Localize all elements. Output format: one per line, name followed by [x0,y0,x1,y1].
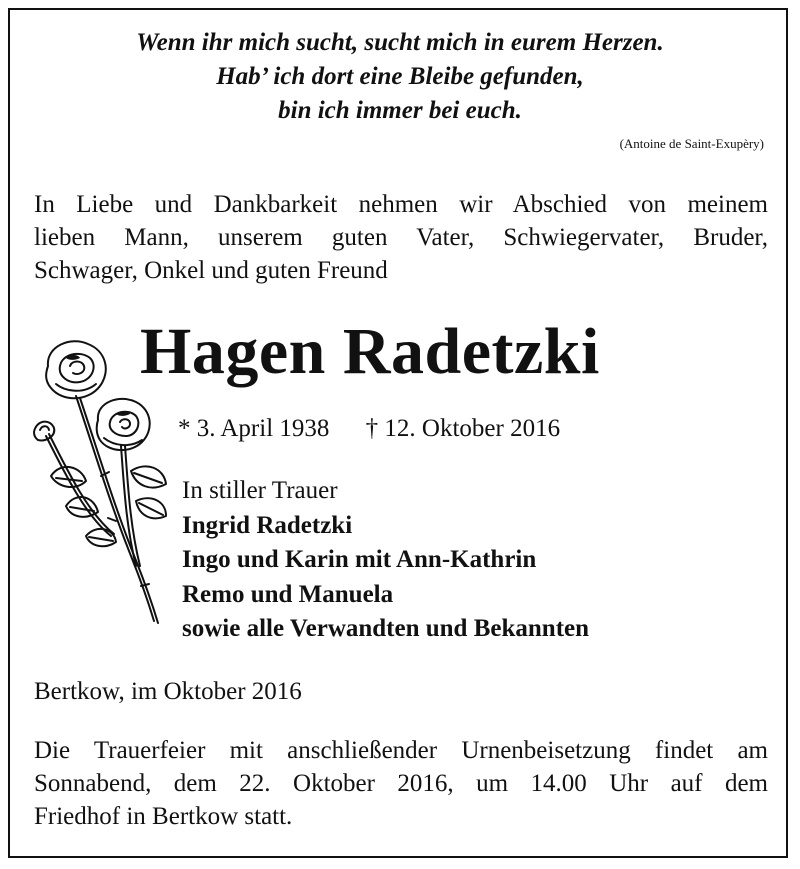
intro-line-3: Schwager, Onkel und guten Freund [34,257,388,284]
mourner-name: sowie alle Verwandten und Bekannten [182,615,590,642]
mourners-block [182,474,589,647]
intro-line-2: lieben Mann, unserem guten Vater, Schwiegervater, Bruder, [34,224,768,251]
death-date: † 12. Oktober 2016 [365,415,561,442]
quote-line-2: Hab’ ich dort eine Bleibe gefunden, [216,63,584,90]
birth-date: * 3. April 1938 [178,415,330,442]
ceremony-line-2: Sonnabend, dem 22. Oktober 2016, um 14.00 Uhr auf dem [34,770,768,797]
mourner-name: Ingrid Radetzki [182,511,353,539]
intro-line-1: In Liebe und Dankbarkeit nehmen wir Abschied von meinem [34,191,768,218]
ceremony-info [34,734,768,833]
mourner-name: Remo und Manuela [182,580,394,608]
intro-text [34,188,768,287]
quote-line-3: bin ich immer bei euch. [278,97,522,124]
quote-line-1: Wenn ihr mich sucht, sucht mich in eurem Herzen. [136,29,664,56]
mourner-name: Ingo und Karin mit Ann-Kathrin [182,546,537,573]
deceased-name: Hagen Radetzki [140,315,600,388]
place-and-date: Bertkow, im Oktober 2016 [34,678,302,705]
memorial-quote [0,26,800,128]
ceremony-line-1: Die Trauerfeier mit anschließender Urnenbeisetzung findet am [34,737,768,764]
mourners-heading: In stiller Trauer [182,477,338,504]
ceremony-line-3: Friedhof in Bertkow statt. [34,803,293,830]
life-dates [178,412,560,446]
quote-attribution: (Antoine de Saint-Exupèry) [619,136,764,151]
